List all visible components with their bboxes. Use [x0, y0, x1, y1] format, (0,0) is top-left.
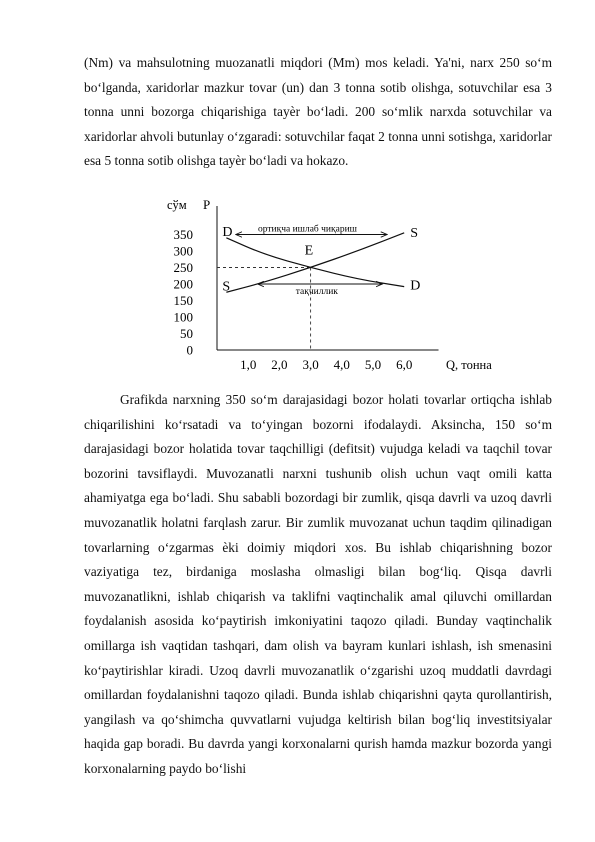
curves [226, 233, 404, 292]
y-tick-label: 300 [173, 243, 193, 259]
equilibrium-label: E [304, 243, 314, 259]
demand-curve [226, 238, 404, 287]
x-tick-label: 6,0 [396, 357, 413, 372]
equilibrium-guides [217, 268, 311, 351]
y-axis-symbol-label: P [203, 197, 211, 212]
gap-arrows [236, 224, 387, 298]
y-tick-label: 50 [180, 326, 193, 341]
y-tick-label: 100 [173, 309, 193, 325]
supply-curve [226, 233, 404, 292]
surplus-label: ортиқча ишлаб чиқариш [257, 224, 357, 235]
x-axis-label: Q, тонна [446, 358, 492, 372]
body-paragraph: Grafikda narxning 350 so‘m darajasidagi bozor holati tovarlar ortiqcha ishlab chiqarilishini ko‘rsatadi va to‘yingan bozorni ifodalaydi. Aksincha, 150 so‘m darajasidagi bozor holatida tovar taqchilligi (defitsit) vujudga keladi va taqchil tovar bozorini tavsiflaydi. Muvozanatli narxni tushunib olish uchun vaqt omili katta ahamiyatga ega bo‘ladi. Shu sababli bozordagi bir zumlik, qisqa davrli va uzoq davrli muvozanatlik holatni farqlash zarur. Bir zumlik muvozanat uchun taqdim qilinadigan tovarlarning o‘zgarmas ѐki doimiy miqdori xos. Bu ishlab chiqarishning bozor vaziyatiga tez, birdaniga moslasha olmasligi bilan bog‘liq. Qisqa davrli muvozanatlikni, ishlab chiqarish va taklifni vaqtinchalik amal qiluvchi omillardan foydalanish asosida ko‘paytirish imkoniyatini taqozo qiladi. Bunday vaqtinchalik omillarga ish vaqtidan tashqari, dam olish va bayram kunlari ishlash, ish smenasini ko‘paytirishlar kiradi. Uzoq davrli muvozanatlik o‘zgarishi uzoq muddatli davrdagi omillardan foydalanishni taqozo qiladi. Bunda ishlab chiqarishni qayta qurollantirish, yangilash va qo‘shimcha quvvatlarni vujudga keltirish bilan bog‘liq investitsiyalar haqida gap boradi. Bu davrda yangi korxonalarni qurish hamda mazkur bozorda yangi korxonalarning paydo bo‘lishi [84, 392, 552, 776]
x-tick-label: 3,0 [302, 357, 319, 372]
demand-label-end: D [410, 278, 421, 294]
x-tick-labels [240, 357, 412, 372]
x-tick-label: 2,0 [271, 357, 288, 372]
y-tick-label: 350 [173, 227, 193, 242]
y-tick-label: 0 [186, 342, 193, 358]
intro-paragraph: (Nm) va mahsulotning muozanatli miqdori (Mm) mos keladi. Ya'ni, narx 250 so‘m bo‘lganda, xaridorlar mazkur tovar (un) dan 3 tonna sotib olishga, sotuvchilar esa 3 tonna unni bozorga chiqarishiga tayѐr bo‘ladi. 200 so‘mlik narxda sotuvchilar va xaridorlar ahvoli butunlay o‘zgaradi: sotuvchilar faqat 2 tonna unni sotishga, xaridorlar esa 5 tonna sotib olishga tayѐr bo‘ladi va hokazo. [84, 55, 552, 169]
y-tick-label: 200 [173, 276, 193, 292]
y-tick-label: 250 [173, 260, 193, 275]
x-tick-label: 1,0 [240, 357, 257, 372]
x-tick-label: 5,0 [364, 357, 382, 372]
supply-label-start: S [222, 279, 231, 295]
y-tick-label: 150 [173, 293, 193, 308]
x-tick-label: 4,0 [333, 357, 350, 372]
supply-label-end: S [410, 225, 418, 241]
y-tick-labels [174, 227, 194, 358]
shortage-label: тақчиллик [295, 287, 338, 297]
supply-demand-chart [165, 192, 510, 377]
y-axis-unit-label: сўм [167, 198, 187, 212]
demand-label-start: D [222, 224, 233, 240]
